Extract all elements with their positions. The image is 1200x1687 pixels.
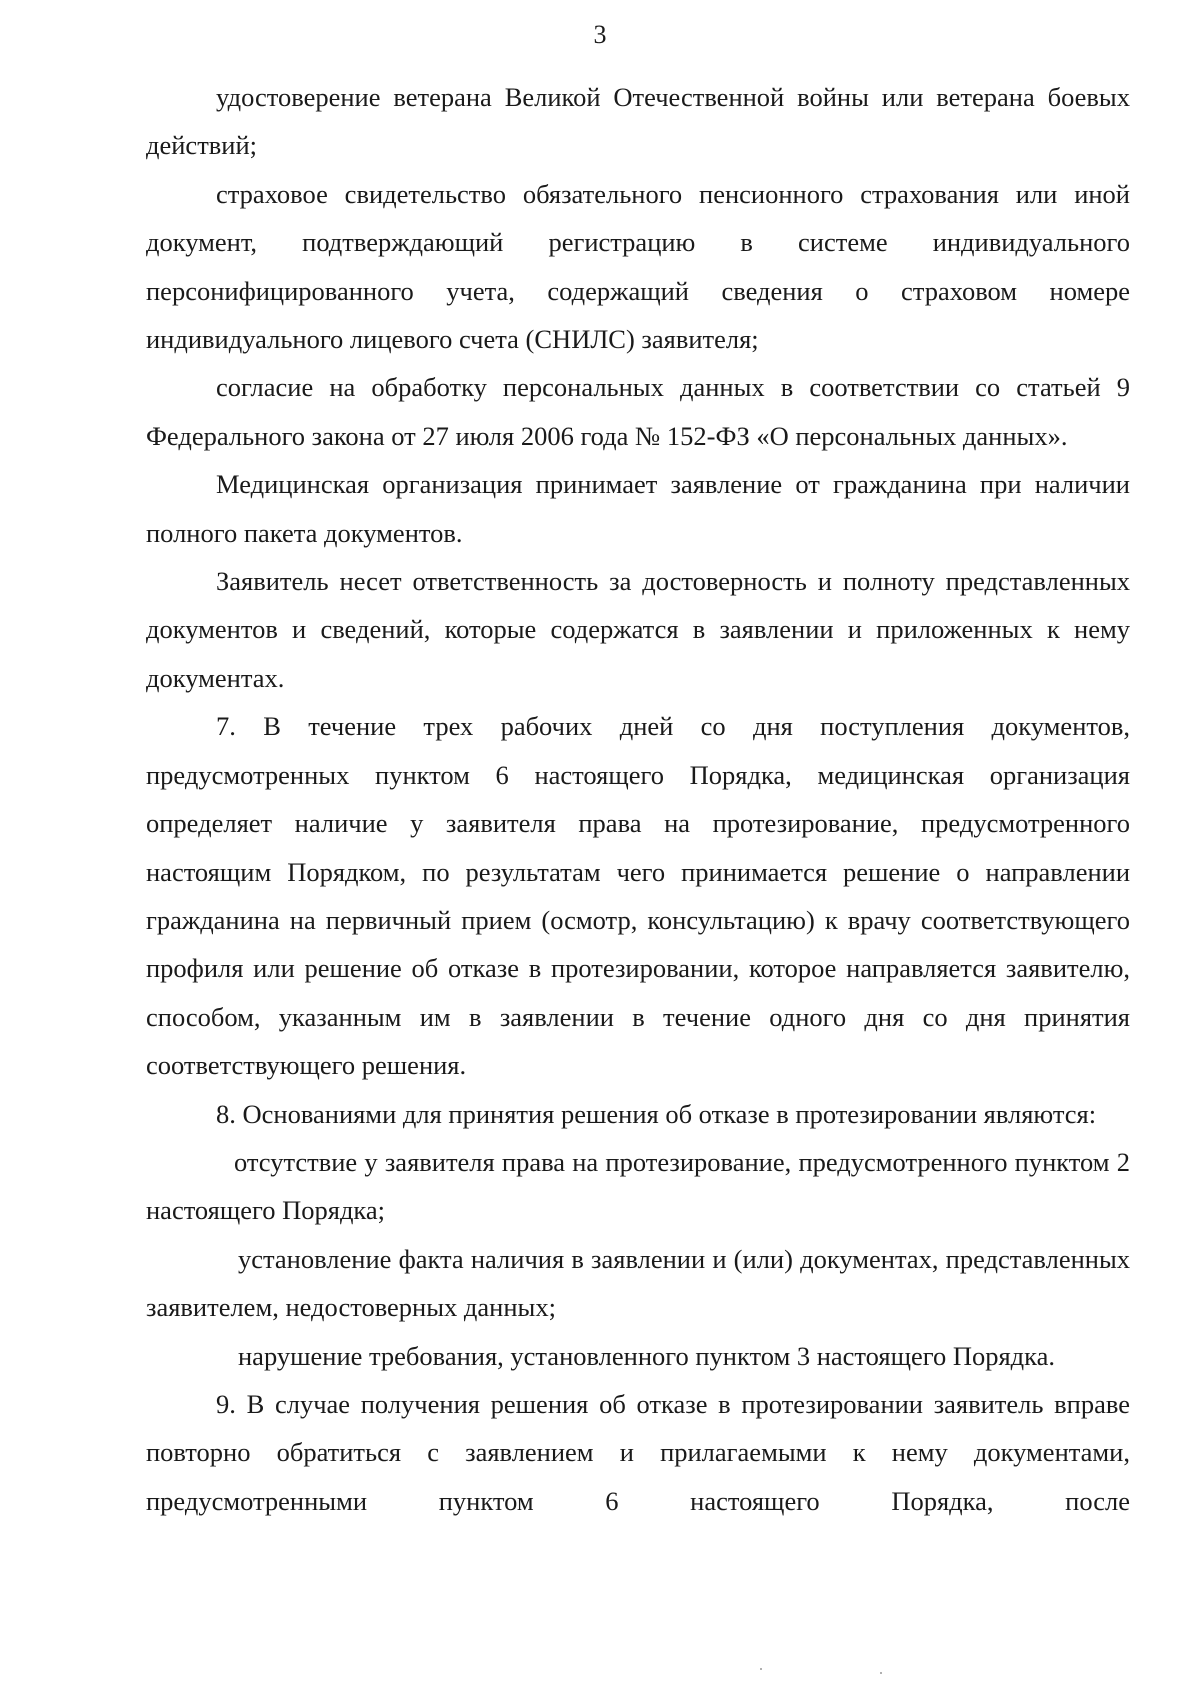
paragraph-no-right: отсутствие у заявителя права на протезирование, предусмотренного пунктом 2 настоящего Порядка; — [146, 1146, 1130, 1226]
document-body — [146, 73, 1130, 1525]
paragraph-clause-8: 8. Основаниями для принятия решения об отказе в протезировании являются: — [216, 1098, 1097, 1129]
scan-artifact — [880, 1672, 882, 1674]
paragraph-medical-org-accepts: Медицинская организация принимает заявление от гражданина при наличии полного пакета документов. — [146, 469, 1130, 548]
paragraph-applicant-responsibility: Заявитель несет ответственность за достоверность и полноту представленных документов и сведений, которые содержатся в заявлении и приложенных к нему документах. — [146, 566, 1130, 693]
paragraph-clause-7: 7. В течение трех рабочих дней со дня поступления документов, предусмотренных пунктом 6 настоящего Порядка, медицинская организация определяет наличие у заявителя права на протезирование, предусмотренного настоящим Порядком, по результатам чего принимается решение о направлении гражданина на первичный прием (осмотр, консультацию) к врачу соответствующего профиля или решение об отказе в протезировании, которое направляется заявителю, способом, указанным им в заявлении в течение одного дня со дня принятия соответствующего решения. — [146, 711, 1130, 1081]
paragraph-consent: согласие на обработку персональных данных в соответствии со статьей 9 Федерального закона от 27 июля 2006 года № 152-ФЗ «О персональных данных». — [146, 372, 1130, 451]
paragraph-violation: нарушение требования, установленного пунктом 3 настоящего Порядка. — [238, 1340, 1056, 1371]
paragraph-false-data: установление факта наличия в заявлении и (или) документах, представленных заявителем, недостоверных данных; — [146, 1243, 1130, 1323]
paragraph-clause-9: 9. В случае получения решения об отказе в протезировании заявитель вправе повторно обратиться с заявлением и прилагаемыми к нему документами, предусмотренными пунктом 6 настоящего Порядка, после — [146, 1388, 1130, 1516]
page-number: 3 — [593, 20, 607, 49]
paragraph-snils: страховое свидетельство обязательного пенсионного страхования или иной документ, подтверждающий регистрацию в системе индивидуального персонифицированного учета, содержащий сведения о страховом номере индивидуального лицевого счета (СНИЛС) заявителя; — [146, 178, 1130, 355]
scan-artifact — [760, 1668, 762, 1670]
paragraph-veteran-certificate: удостоверение ветерана Великой Отечественной войны или ветерана боевых действий; — [146, 82, 1130, 161]
